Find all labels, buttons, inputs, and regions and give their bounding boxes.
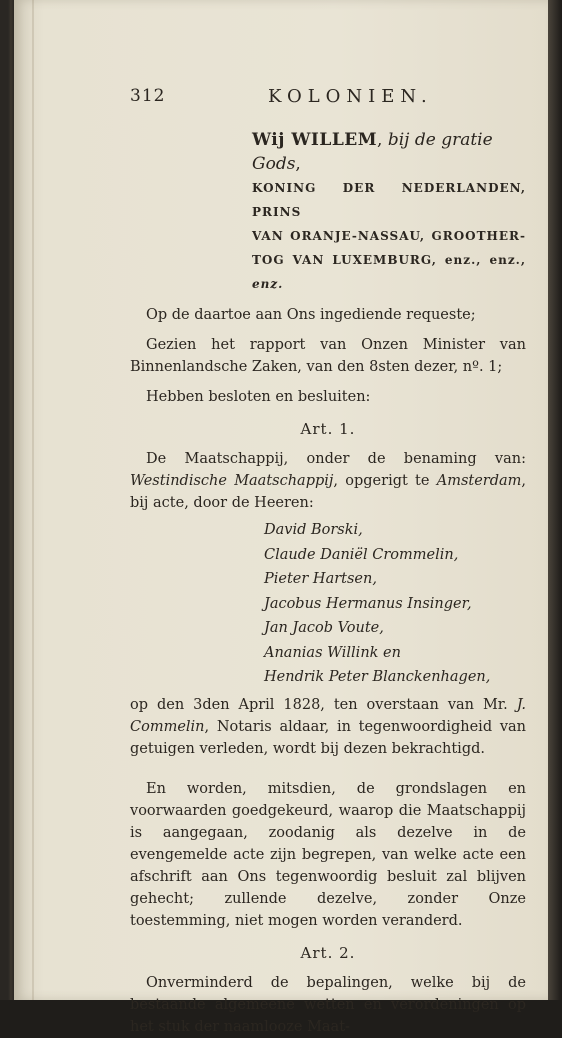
by-grace: bij de gratie Gods [252,130,493,174]
founder-name: Hendrik Peter Blanckenhagen, [264,669,491,685]
title-line-4: TOG VAN LUXEMBURG, enz., enz., [252,253,526,267]
text-segment: , bij acte, door de Heeren: [130,473,527,511]
paragraph-notaris [130,694,526,760]
title-line-5: enz. [252,277,284,291]
text-segment: , opgerigt te [333,473,430,489]
founder-name: Jacobus Hermanus Insinger, [264,595,472,612]
founders-list [264,518,526,690]
title-line-2: KONING DER NEDERLANDEN, PRINS [252,181,526,219]
founder-name: David Borski, [264,522,363,538]
page-body [130,128,526,1038]
title-line-1: Wij WILLEM, bij de gratie Gods, [252,130,493,174]
founder-name: Jan Jacob Voute, [264,620,384,636]
city-name: Amsterdam [436,473,522,489]
book-page [14,0,548,1035]
founder-name: Ananias Willink en [264,644,401,661]
notary-name: J. Commelin [130,696,527,735]
running-title: KOLONIEN. [268,86,433,107]
paragraph-requeste: Op de daartoe aan Ons ingediende requeste; [146,307,476,323]
founder-name: Claude Daniël Crommelin, [264,546,459,563]
article-1-heading: Art. 1. [300,420,356,438]
page-edge-shadow [548,0,562,1000]
company-name: Westindische Maatschappij [130,473,334,489]
paragraph-besluiten: Hebben besloten en besluiten: [146,389,371,405]
text-segment: De Maatschappij, onder de benaming van: [146,451,526,467]
king-name: Wij WILLEM [252,130,378,150]
founder-name: Pieter Hartsen, [264,571,377,587]
title-line-3: VAN ORANJE-NASSAU, GROOTHER- [252,229,526,243]
paragraph-goedgekeurd: En worden, mitsdien, de grondslagen en voorwaarden goedgekeurd, waarop die Maatschappij is aangegaan, zoodanig als dezelve in de evengemelde acte zijn begrepen, van welke acte een afschrift aan Ons tegenwoordig besluit zal blijven gehecht; zullende dezelve, zonder Onze toestemming, niet mogen worden veranderd. [130,780,526,929]
page-header [130,86,530,110]
decree-title [252,128,526,296]
text-segment: op den 3den April 1828, ten overstaan van Mr. [130,696,508,713]
paragraph-maatschappij [130,448,526,514]
paragraph-gezien: Gezien het rapport van Onzen Minister van Binnenlandsche Zaken, van den 8sten dezer, nº. 1; [130,337,526,375]
article-2-heading: Art. 2. [300,943,356,962]
page-number: 312 [130,86,166,106]
page-gutter [32,0,34,1000]
text-segment: , Notaris aldaar, in tegenwoordigheid van getuigen verleden, wordt bij dezen bekrachtigd. [130,718,526,757]
paragraph-onverminderd: Onverminderd de bepalingen, welke bij de bestaande algemeene wetten en verordeningen op het stuk der naamlooze Maat- [130,974,526,1035]
